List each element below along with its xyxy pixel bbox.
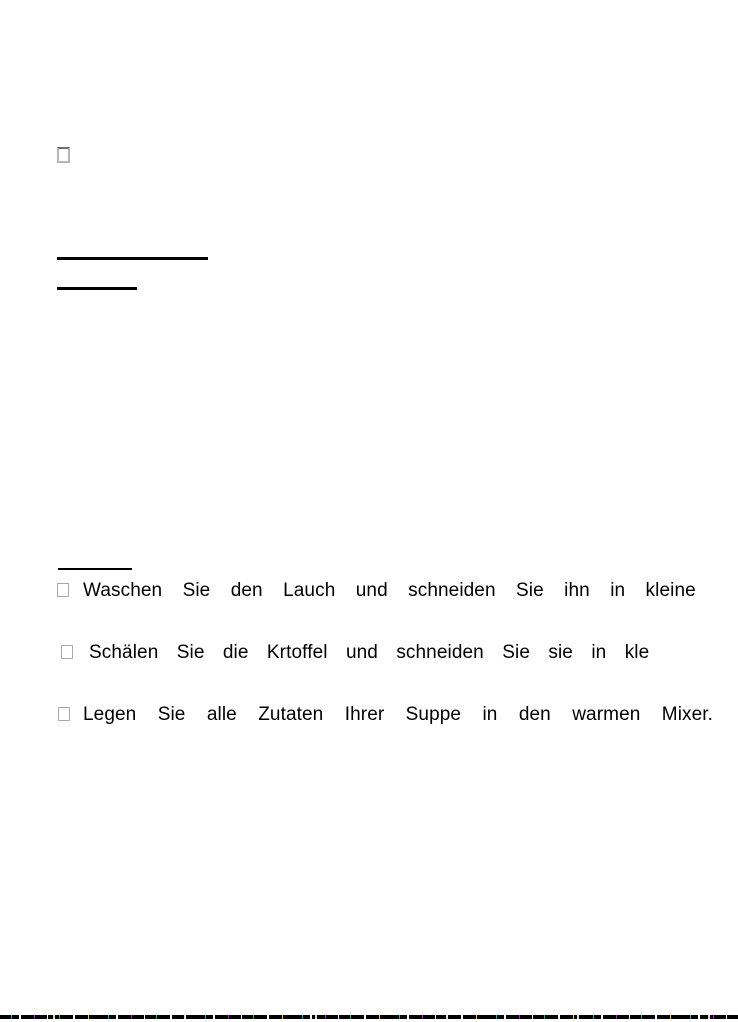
checklist-item-text: Legen Sie alle Zutaten Ihrer Suppe in den warmen Mixer. [83,704,714,725]
checkbox-unchecked-icon [58,707,70,721]
blank-fill-rule-long [57,257,208,260]
checklist-item [57,580,696,602]
checklist-item-text: Waschen Sie den Lauch und schneiden Sie ihn in kleine [83,580,696,601]
blank-fill-rule-short [57,287,137,290]
checklist-item [61,642,649,664]
checkbox-unchecked-icon [57,583,69,597]
checkbox-unchecked-icon [57,147,70,163]
scan-bottom-edge-artifact [0,1015,738,1019]
blank-fill-rule-above-list [58,568,132,570]
checklist-item [58,704,713,726]
checklist-item-text: Schälen Sie die Krtoffel und schneiden Sie sie in kle [89,642,650,663]
checkbox-unchecked-icon [61,645,73,659]
